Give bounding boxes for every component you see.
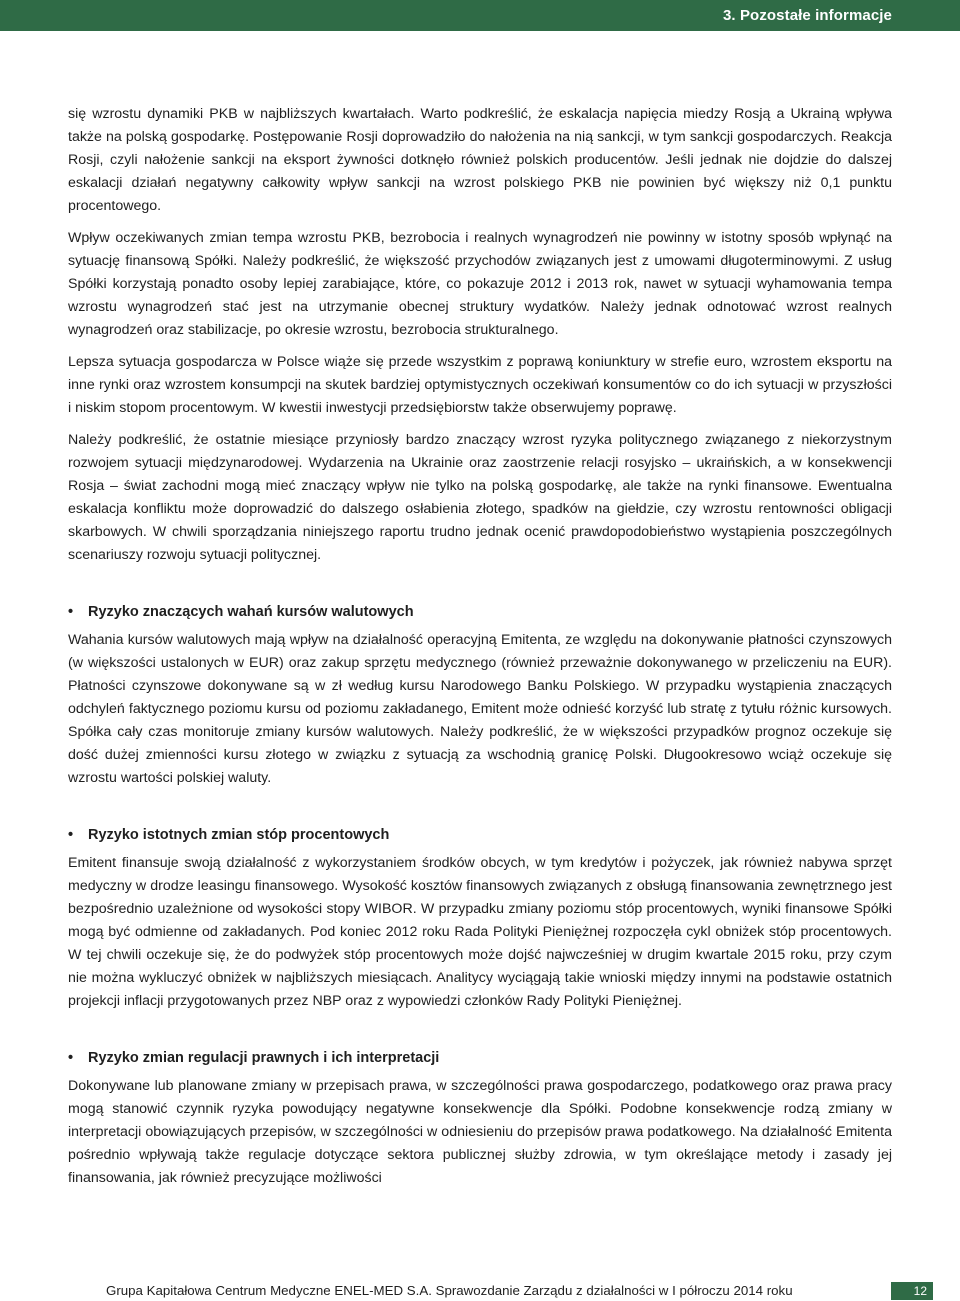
bullet-icon: • xyxy=(68,1050,74,1066)
section-heading xyxy=(68,601,892,624)
paragraph: Lepsza sytuacja gospodarcza w Polsce wiąże się przede wszystkim z poprawą koniunktury w strefie euro, wzrostem eksportu na inne rynki oraz wzrostem konsumpcji na skutek bardziej optymistycznych oczekiwań konsumentów co do ich sytuacji w przyszłości i niskim stopom procentowym. W kwestii inwestycji przedsiębiorstw także obserwujemy poprawę. xyxy=(68,354,892,416)
bullet-icon: • xyxy=(68,827,74,843)
section-title: 3. Pozostałe informacje xyxy=(722,7,892,24)
section-heading xyxy=(68,1047,892,1070)
section-heading-text: Ryzyko zmian regulacji prawnych i ich interpretacji xyxy=(88,1050,440,1066)
section-regulation-risk xyxy=(68,1047,892,1190)
section-interest-rate-risk xyxy=(68,824,892,1013)
section-heading-text: Ryzyko istotnych zmian stóp procentowych xyxy=(88,827,390,843)
section-heading-text: Ryzyko znaczących wahań kursów walutowych xyxy=(88,604,414,620)
document-body xyxy=(68,103,892,1199)
bullet-icon: • xyxy=(68,604,74,620)
footer-text: Grupa Kapitałowa Centrum Medyczne ENEL-MED S.A. Sprawozdanie Zarządu z działalności w I półroczu 2014 roku xyxy=(106,1283,793,1298)
section-body: Dokonywane lub planowane zmiany w przepisach prawa, w szczególności prawa gospodarczego, podatkowego oraz prawa pracy mogą stanowić czynnik ryzyka powodujący negatywne konsekwencje dla Spółki. Podobne konsekwencje rodzą zmiany w interpretacji obowiązujących przepisów, w szczególności w odniesieniu do przepisów prawa podatkowego. Na działalność Emitenta pośrednio wpływają także regulacje dotyczące sektora publicznej służby zdrowia, w tym określające metody i zasady jej finansowania, jak również precyzujące możliwości xyxy=(68,1078,892,1186)
section-body: Emitent finansuje swoją działalność z wykorzystaniem środków obcych, w tym kredytów i pożyczek, jak również nabywa sprzęt medyczny w drodze leasingu finansowego. Wysokość kosztów finansowych związanych z obsługą finansowania zewnętrznego jest bezpośrednio uzależnione od wysokości stopy WIBOR. W przypadku zmiany poziomu stóp procentowych, wyniki finansowe Spółki mogą być odmienne od zakładanych. Pod koniec 2012 roku Rada Polityki Pieniężnej rozpoczęła cykl obniżek stóp procentowych. W tej chwili oczekuje się, że do podwyżek stóp procentowych może dojść najwcześniej w drugim kwartale 2015 roku, przy czym nie można wykluczyć obniżek w najbliższych miesiącach. Analitycy wyciągają takie wnioski między innymi na podstawie ostatnich projekcji inflacji przygotowanych przez NBP oraz z wypowiedzi członków Rady Polityki Pieniężnej. xyxy=(68,855,892,1009)
paragraph: Należy podkreślić, że ostatnie miesiące przyniosły bardzo znaczący wzrost ryzyka politycznego związanego z niekorzystnym rozwojem sytuacji międzynarodowej. Wydarzenia na Ukrainie oraz zaostrzenie relacji rosyjsko – ukraińskich, a w konsekwencji Rosja – świat zachodni mogą mieć znaczący wpływ nie tylko na polską gospodarkę, ale także na rynki finansowe. Ewentualna eskalacja konfliktu może doprowadzić do dalszego osłabienia złotego, spadków na giełdzie, czy wzrostu rentowności obligacji skarbowych. W chwili sporządzania niniejszego raportu trudno jednak ocenić prawdopodobieństwo wystąpienia poszczególnych scenariuszy rozwoju sytuacji politycznej. xyxy=(68,432,892,563)
section-body: Wahania kursów walutowych mają wpływ na działalność operacyjną Emitenta, ze względu na dokonywanie płatności czynszowych (w większości ustalonych w EUR) oraz zakup sprzętu medycznego (również przeważnie dokonywanego w przeliczeniu na EUR). Płatności czynszowe dokonywane są w zł według kursu Narodowego Banku Polskiego. W przypadku wystąpienia znaczących odchyleń faktycznego poziomu kursu od poziomu zakładanego, Emitent może odnieść korzyść lub stratę z tytułu różnic kursowych. Spółka cały czas monitoruje zmiany kursów walutowych. Należy podkreślić, że w większości przypadków prognoz oczekuje się dość dużej zmienności kursu złotego w związku z sytuacją za wschodnią granicę Polski. Długookresowo wciąż oczekuje się wzrostu wartości polskiej waluty. xyxy=(68,632,892,786)
header-bar xyxy=(0,0,960,31)
paragraph: się wzrostu dynamiki PKB w najbliższych kwartałach. Warto podkreślić, że eskalacja napięcia miedzy Rosją a Ukrainą wpływa także na polską gospodarkę. Postępowanie Rosji doprowadziło do nałożenia na nią sankcji, w tym sankcji gospodarczych. Reakcja Rosji, czyli nałożenie sankcji na eksport żywności dotknęło również polskich producentów. Jeśli jednak nie dojdzie do dalszej eskalacji działań negatywny całkowity wpływ sankcji na wzrost polskiego PKB nie powinien być większy niż 0,1 punktu procentowego. xyxy=(68,106,892,214)
section-heading xyxy=(68,824,892,847)
page-number: 12 xyxy=(891,1282,933,1300)
paragraph: Wpływ oczekiwanych zmian tempa wzrostu PKB, bezrobocia i realnych wynagrodzeń nie powinny w istotny sposób wpłynąć na sytuację finansową Spółki. Należy podkreślić, że większość przychodów związanych jest z umowami długoterminowymi. Z usług Spółki korzystają ponadto osoby lepiej zarabiające, które, co pokazuje 2012 i 2013 rok, nawet w sytuacji wyhamowania tempa wzrostu wynagrodzeń stać jest na utrzymanie obecnej struktury wydatków. Należy jednak odnotować wzrost realnych wynagrodzeń oraz stabilizacje, po okresie wzrostu, bezrobocia strukturalnego. xyxy=(68,230,892,338)
page-footer xyxy=(0,1275,960,1301)
section-currency-risk xyxy=(68,601,892,790)
